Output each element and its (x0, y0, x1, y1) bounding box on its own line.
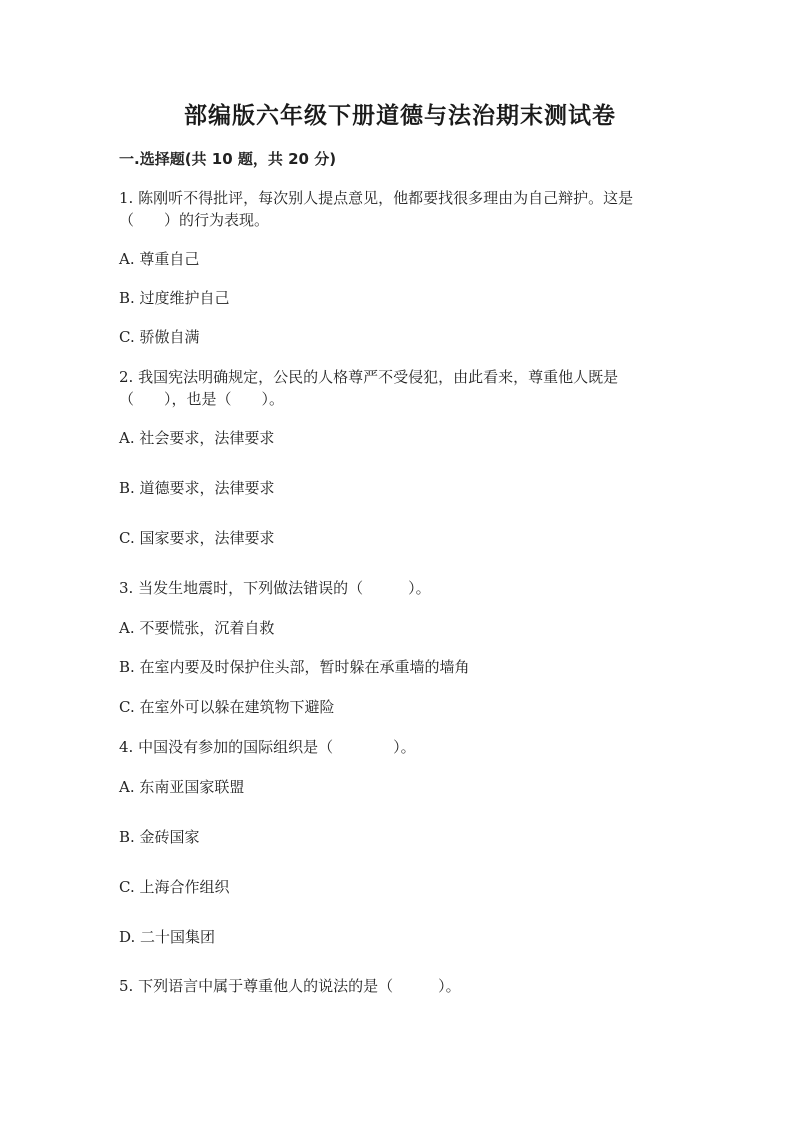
question-3-option-a: A. 不要慌张，沉着自救 (119, 619, 275, 637)
question-3-option-b: B. 在室内要及时保护住头部，暂时躲在承重墙的墙角 (119, 658, 470, 676)
section-heading: 一.选择题(共 10 题，共 20 分) (119, 150, 337, 168)
question-2-option-b: B. 道德要求，法律要求 (119, 479, 275, 497)
question-5-stem: 5. 下列语言中属于尊重他人的说法的是（ ）。 (119, 977, 461, 995)
question-2-option-c: C. 国家要求，法律要求 (119, 529, 275, 547)
page-title: 部编版六年级下册道德与法治期末测试卷 (184, 103, 616, 129)
question-4-option-d: D. 二十国集团 (119, 928, 216, 946)
question-2-option-a: A. 社会要求，法律要求 (119, 429, 275, 447)
question-1-option-a: A. 尊重自己 (119, 250, 200, 268)
question-3-option-c: C. 在室外可以躲在建筑物下避险 (119, 698, 335, 716)
question-4-stem: 4. 中国没有参加的国际组织是（ ）。 (119, 738, 416, 756)
question-4-option-a: A. 东南亚国家联盟 (119, 778, 245, 796)
question-1-stem-line-1: 1. 陈刚听不得批评，每次别人提点意见，他都要找很多理由为自己辩护。这是 (119, 189, 634, 207)
question-3-stem: 3. 当发生地震时，下列做法错误的（ ）。 (119, 579, 431, 597)
question-1-option-c: C. 骄傲自满 (119, 328, 200, 346)
question-2-stem-line-1: 2. 我国宪法明确规定，公民的人格尊严不受侵犯，由此看来，尊重他人既是 (119, 368, 619, 386)
question-4-option-b: B. 金砖国家 (119, 828, 200, 846)
question-4-option-c: C. 上海合作组织 (119, 878, 230, 896)
question-1-stem-line-2: （ ）的行为表现。 (119, 211, 270, 229)
question-2-stem-line-2: （ ），也是（ ）。 (119, 390, 285, 408)
question-1-option-b: B. 过度维护自己 (119, 289, 230, 307)
